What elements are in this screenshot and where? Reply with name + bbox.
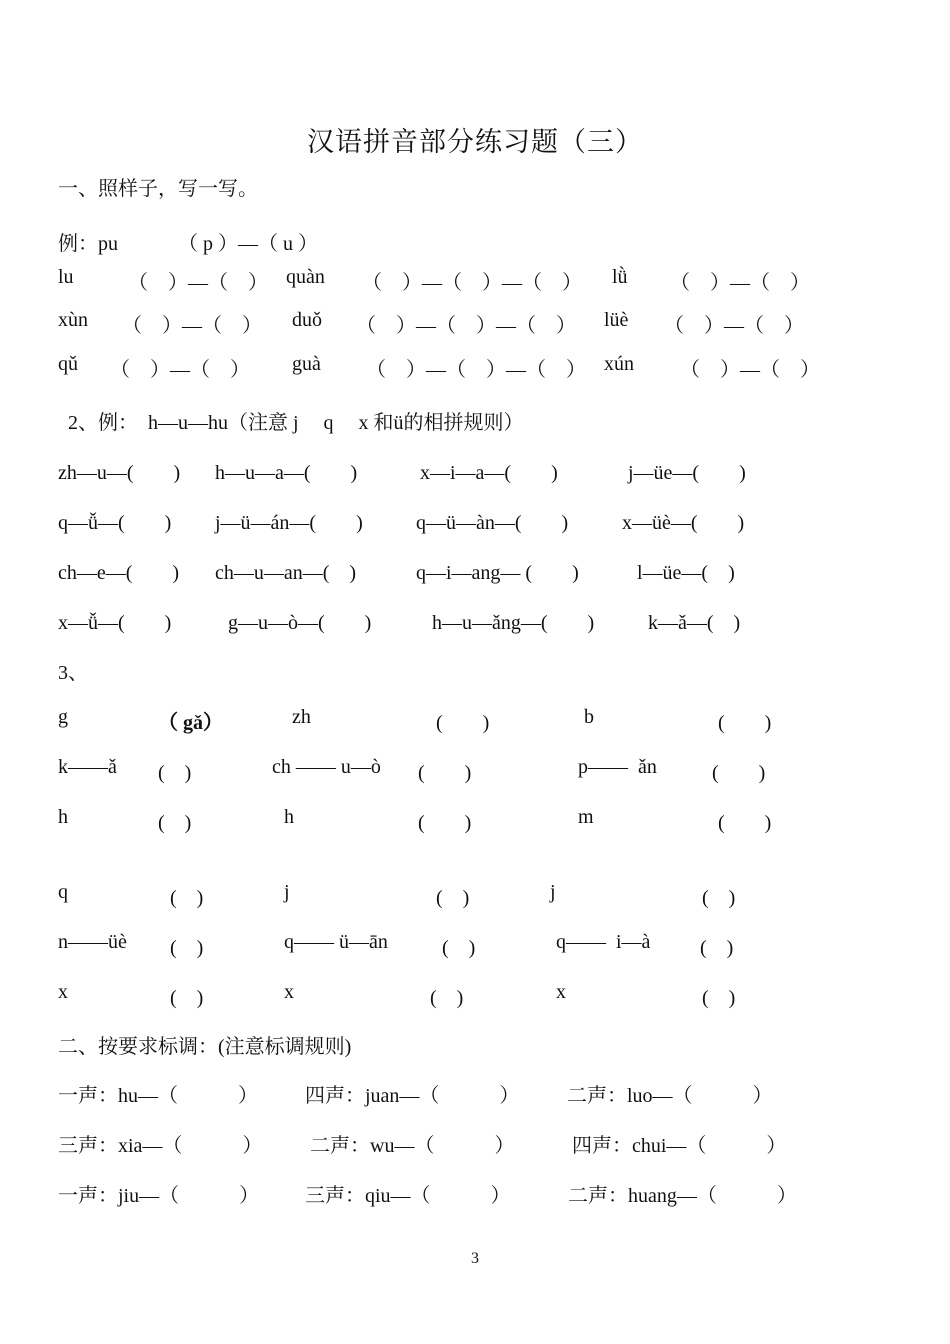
tone-item[interactable]: 一声：hu—（ ） — [58, 1085, 258, 1107]
s3-syllable: x — [58, 981, 68, 1003]
tone-item[interactable]: 二声：huang—（ ） — [568, 1185, 797, 1207]
page-title: 汉语拼音部分练习题（三） — [307, 127, 643, 157]
s2-item[interactable]: zh—u—( ) — [58, 462, 181, 484]
s3-blank[interactable]: ( ) — [158, 812, 192, 834]
s1-blank[interactable]: （ ）—（ ） — [680, 359, 820, 381]
s1-blank[interactable]: （ ）—（ ） — [122, 315, 262, 337]
s2-item[interactable]: h—u—a—( ) — [215, 462, 358, 484]
s1-word: xún — [604, 353, 634, 375]
s3-blank[interactable]: ( ) — [702, 887, 736, 909]
section3-heading: 3、 — [58, 662, 88, 684]
s2-item[interactable]: h—u—ǎng—( ) — [432, 612, 595, 634]
tone-item[interactable]: 三声：qiu—（ ） — [305, 1185, 511, 1207]
s3-answer: （ gǎ） — [158, 712, 223, 734]
s2-item[interactable]: k—ǎ—( ) — [648, 612, 741, 634]
s3-syllable: x — [556, 981, 566, 1003]
s2-item[interactable]: q—i—ang— ( ) — [416, 562, 579, 584]
s3-syllable: b — [584, 706, 594, 728]
s3-blank[interactable]: ( ) — [418, 762, 472, 784]
s2-item[interactable]: l—üe—( ) — [637, 562, 735, 584]
tone-item[interactable]: 四声：chui—（ ） — [572, 1135, 787, 1157]
s3-blank[interactable]: ( ) — [712, 762, 766, 784]
s1-word: guà — [292, 353, 321, 375]
s3-syllable: p—— ǎn — [578, 756, 657, 778]
s1-word: duǒ — [292, 309, 322, 331]
s3-syllable: j — [550, 881, 556, 903]
s3-blank[interactable]: ( ) — [430, 987, 464, 1009]
s3-blank[interactable]: ( ) — [702, 987, 736, 1009]
page-number: 3 — [471, 1250, 479, 1267]
s3-syllable: k——ǎ — [58, 756, 117, 778]
s3-blank[interactable]: ( ) — [718, 812, 772, 834]
s3-syllable: h — [284, 806, 294, 828]
s2-item[interactable]: q—ü—àn—( ) — [416, 512, 569, 534]
s3-syllable: q—— i—à — [556, 931, 651, 953]
s3-blank[interactable]: ( ) — [158, 762, 192, 784]
tone-item[interactable]: 二声：luo—（ ） — [567, 1085, 773, 1107]
s3-syllable: j — [284, 881, 290, 903]
example-label: 例：pu — [58, 233, 118, 255]
s3-syllable: m — [578, 806, 594, 828]
s1-word: lüè — [604, 309, 629, 331]
s3-syllable: h — [58, 806, 68, 828]
s3-blank[interactable]: ( ) — [436, 712, 490, 734]
s1-word: qǔ — [58, 353, 78, 375]
s1-blank[interactable]: （ ）—（ ） — [670, 272, 810, 294]
s1-blank[interactable]: （ ）—（ ）—（ ） — [366, 359, 586, 381]
s3-syllable: q — [58, 881, 68, 903]
s2-item[interactable]: ch—e—( ) — [58, 562, 180, 584]
tone-item[interactable]: 二声：wu—（ ） — [310, 1135, 515, 1157]
s3-blank[interactable]: ( ) — [170, 937, 204, 959]
s3-blank[interactable]: ( ) — [170, 987, 204, 1009]
s3-blank[interactable]: ( ) — [442, 937, 476, 959]
s1-word: lǜ — [612, 266, 628, 288]
s2-item[interactable]: q—ǚ—( ) — [58, 512, 172, 534]
s3-syllable: zh — [292, 706, 311, 728]
section1-heading: 一、照样子，写一写。 — [58, 178, 258, 200]
s3-blank[interactable]: ( ) — [170, 887, 204, 909]
tone-item[interactable]: 一声：jiu—（ ） — [58, 1185, 260, 1207]
section4-heading: 二、按要求标调：(注意标调规则) — [58, 1036, 352, 1058]
s1-blank[interactable]: （ ）—（ ） — [110, 359, 250, 381]
s1-word: lu — [58, 266, 74, 288]
s1-word: xùn — [58, 309, 88, 331]
s2-item[interactable]: g—u—ò—( ) — [228, 612, 372, 634]
s3-syllable: g — [58, 706, 68, 728]
s2-item[interactable]: ch—u—an—( ) — [215, 562, 357, 584]
s2-item[interactable]: j—ü—án—( ) — [215, 512, 363, 534]
s3-syllable: ch —— u—ò — [272, 756, 381, 778]
s3-blank[interactable]: ( ) — [718, 712, 772, 734]
s3-blank[interactable]: ( ) — [436, 887, 470, 909]
s2-item[interactable]: j—üe—( ) — [628, 462, 746, 484]
s3-syllable: x — [284, 981, 294, 1003]
s1-blank[interactable]: （ ）—（ ）—（ ） — [356, 315, 576, 337]
s1-blank[interactable]: （ ）—（ ）—（ ） — [362, 272, 582, 294]
tone-item[interactable]: 四声：juan—（ ） — [305, 1085, 520, 1107]
s1-blank[interactable]: （ ）—（ ） — [128, 272, 268, 294]
s2-item[interactable]: x—ǚ—( ) — [58, 612, 172, 634]
s2-item[interactable]: x—i—a—( ) — [420, 462, 558, 484]
s2-item[interactable]: x—üè—( ) — [622, 512, 745, 534]
s1-blank[interactable]: （ ）—（ ） — [664, 315, 804, 337]
section2-heading: 2、例： h—u—hu（注意 j q x 和ü的相拼规则） — [68, 412, 524, 434]
example-answer: （ p ）—（ u ） — [178, 233, 318, 255]
s1-word: quàn — [286, 266, 325, 288]
s3-blank[interactable]: ( ) — [418, 812, 472, 834]
s3-syllable: q—— ü—ān — [284, 931, 388, 953]
s3-blank[interactable]: ( ) — [700, 937, 734, 959]
tone-item[interactable]: 三声：xia—（ ） — [58, 1135, 263, 1157]
s3-syllable: n——üè — [58, 931, 127, 953]
